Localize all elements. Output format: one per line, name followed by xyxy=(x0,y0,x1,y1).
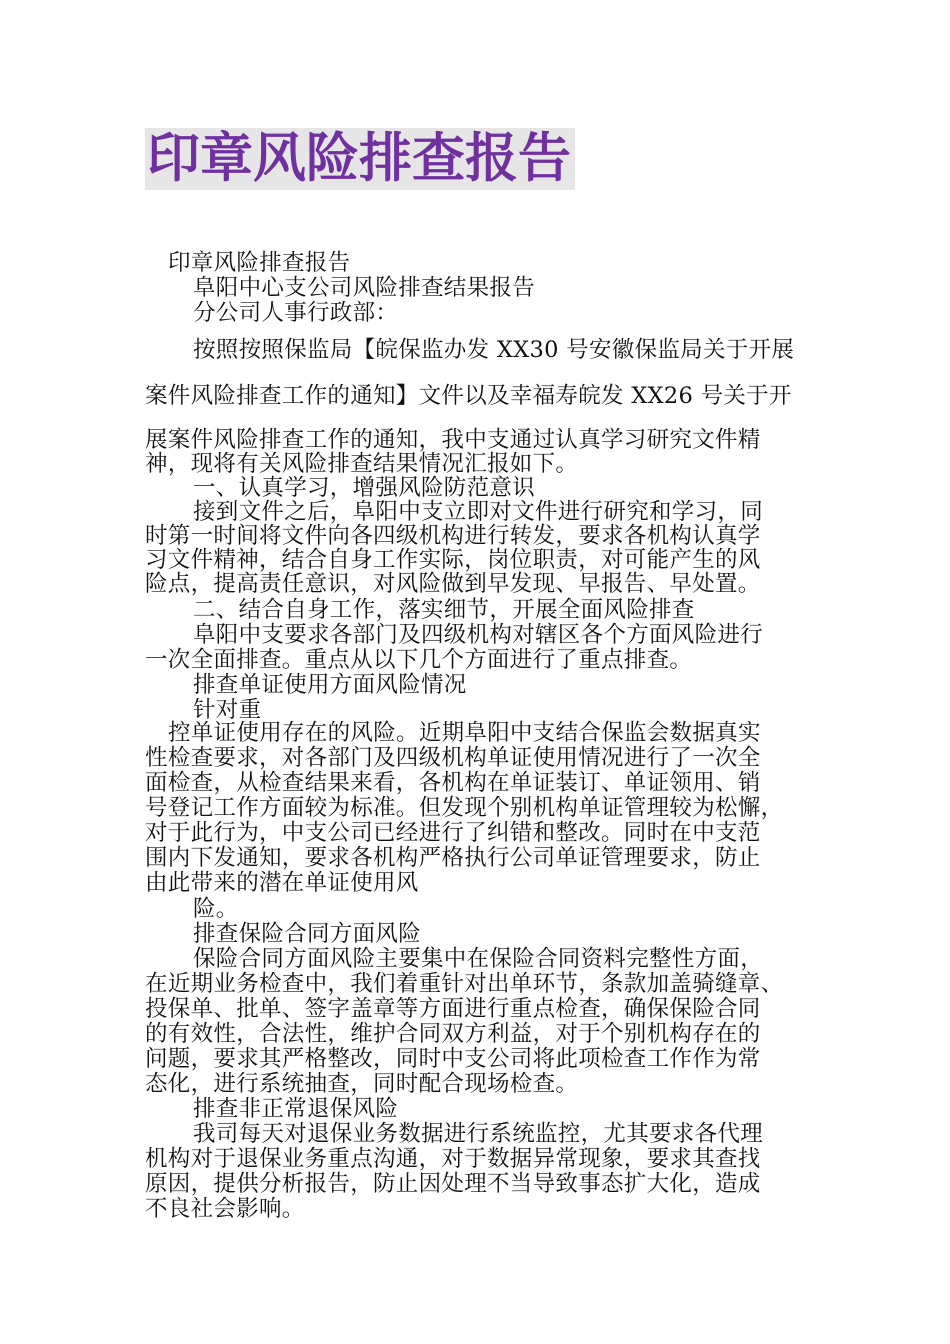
body-line: 原因，提供分析报告，防止因处理不当导致事态扩大化，造成 xyxy=(145,1171,761,1197)
body-line: 分公司人事行政部： xyxy=(193,300,399,326)
body-line: 号登记工作方面较为标准。但发现个别机构单证管理较为松懈， xyxy=(145,795,784,821)
body-line: 排查单证使用方面风险情况 xyxy=(193,672,467,698)
body-line: 案件风险排查工作的通知】文件以及幸福寿皖发 XX26 号关于开 xyxy=(145,383,792,409)
body-line: 一次全面排查。重点从以下几个方面进行了重点排查。 xyxy=(145,647,693,673)
body-line: 阜阳中心支公司风险排查结果报告 xyxy=(193,275,536,301)
body-line: 性检查要求，对各部门及四级机构单证使用情况进行了一次全 xyxy=(145,745,761,771)
body-line: 面检查，从检查结果来看，各机构在单证装订、单证领用、销 xyxy=(145,770,761,796)
body-line: 围内下发通知，要求各机构严格执行公司单证管理要求，防止 xyxy=(145,845,761,871)
body-line: 机构对于退保业务重点沟通，对于数据异常现象，要求其查找 xyxy=(145,1146,761,1172)
body-line: 险点，提高责任意识，对风险做到早发现、早报告、早处置。 xyxy=(145,571,761,597)
body-line: 展案件风险排查工作的通知，我中支通过认真学习研究文件精 xyxy=(145,427,761,453)
body-line: 不良社会影响。 xyxy=(145,1196,305,1222)
body-line: 排查保险合同方面风险 xyxy=(193,921,422,947)
body-line: 时第一时间将文件向各四级机构进行转发，要求各机构认真学 xyxy=(145,523,761,549)
document-title: 印章风险排查报告 xyxy=(145,128,575,190)
body-line: 对于此行为，中支公司已经进行了纠错和整改。同时在中支范 xyxy=(145,820,761,846)
body-line: 在近期业务检查中，我们着重针对出单环节，条款加盖骑缝章、 xyxy=(145,971,784,997)
body-line: 投保单、批单、签字盖章等方面进行重点检查，确保保险合同 xyxy=(145,996,761,1022)
body-line: 印章风险排查报告 xyxy=(168,250,351,276)
body-line: 险。 xyxy=(193,896,239,922)
body-line: 控单证使用存在的风险。近期阜阳中支结合保监会数据真实 xyxy=(168,720,761,746)
body-line: 一、认真学习，增强风险防范意识 xyxy=(193,475,536,501)
body-line: 保险合同方面风险主要集中在保险合同资料完整性方面， xyxy=(193,946,764,972)
body-line: 问题，要求其严格整改，同时中支公司将此项检查工作作为常 xyxy=(145,1046,761,1072)
body-line: 按照按照保监局【皖保监办发 XX30 号安徽保监局关于开展 xyxy=(193,337,795,363)
body-line: 习文件精神，结合自身工作实际，岗位职责，对可能产生的风 xyxy=(145,547,761,573)
body-line: 由此带来的潜在单证使用风 xyxy=(145,870,419,896)
body-line: 我司每天对退保业务数据进行系统监控，尤其要求各代理 xyxy=(193,1121,764,1147)
body-line: 二、结合自身工作，落实细节，开展全面风险排查 xyxy=(193,597,695,623)
body-line: 接到文件之后，阜阳中支立即对文件进行研究和学习，同 xyxy=(193,499,764,525)
body-line: 针对重 xyxy=(193,697,262,723)
body-line: 排查非正常退保风险 xyxy=(193,1096,399,1122)
body-line: 神，现将有关风险排查结果情况汇报如下。 xyxy=(145,451,579,477)
body-line: 态化，进行系统抽查，同时配合现场检查。 xyxy=(145,1071,579,1097)
body-line: 阜阳中支要求各部门及四级机构对辖区各个方面风险进行 xyxy=(193,622,764,648)
body-line: 的有效性，合法性，维护合同双方利益，对于个别机构存在的 xyxy=(145,1021,761,1047)
